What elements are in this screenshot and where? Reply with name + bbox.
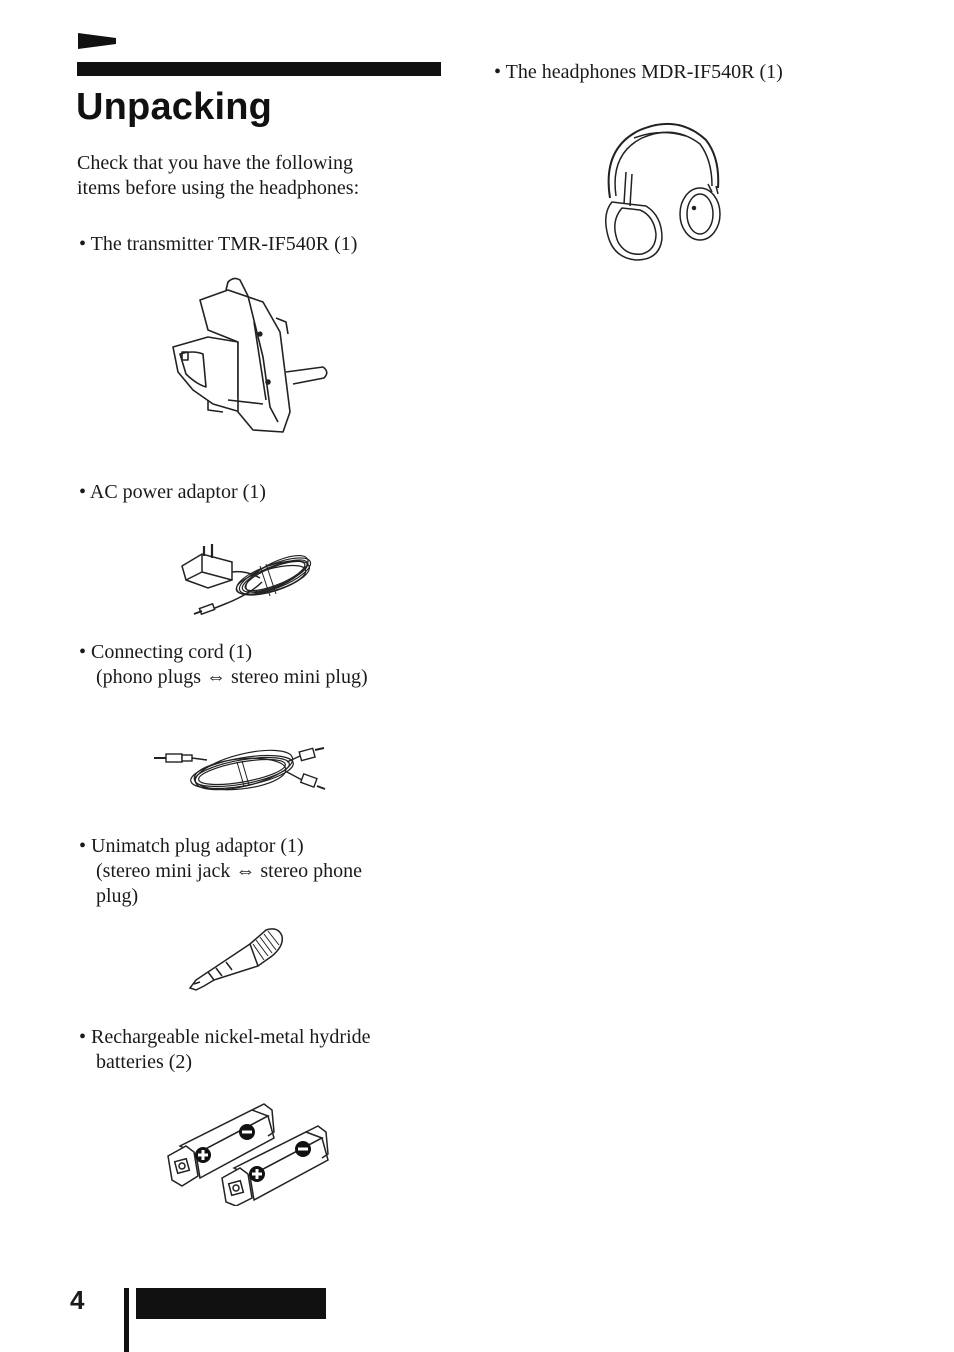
item-detail: batteries (2) — [96, 1051, 193, 1073]
item-label: • Unimatch plug adaptor (1) — [79, 835, 304, 857]
list-item-batteries — [79, 1025, 371, 1075]
item-label: • Connecting cord (1) — [79, 641, 253, 663]
list-item-headphones — [494, 60, 783, 85]
item-detail: plug) — [96, 885, 139, 907]
batteries-illustration — [164, 1102, 332, 1206]
list-item-transmitter — [79, 232, 357, 257]
item-detail: (phono plugs ⇔ stereo mini plug) — [96, 666, 368, 688]
item-label: • AC power adaptor (1) — [79, 481, 266, 503]
list-item-plug-adaptor — [79, 834, 362, 909]
page-number: 4 — [70, 1285, 85, 1315]
list-item-connecting-cord — [79, 640, 368, 690]
list-item-ac-adaptor — [79, 480, 266, 505]
transmitter-illustration — [168, 272, 334, 438]
footer-section-tab — [136, 1288, 326, 1319]
page-title: Unpacking — [76, 86, 273, 128]
plug-adaptor-illustration — [186, 926, 288, 996]
headphones-illustration — [600, 118, 728, 264]
item-label: • Rechargeable nickel-metal hydride — [79, 1026, 371, 1048]
ac-adaptor-illustration — [180, 536, 316, 618]
connecting-cord-illustration — [152, 736, 328, 802]
item-label: • The headphones MDR-IF540R (1) — [494, 61, 783, 83]
item-label: • The transmitter TMR-IF540R (1) — [79, 233, 358, 255]
item-detail: (stereo mini jack ⇔ stereo phone — [96, 860, 363, 882]
intro-text: Check that you have the following items before using the headphones: — [77, 152, 360, 199]
section-marker-icon — [78, 33, 116, 49]
header-rule — [77, 62, 441, 76]
footer-vertical-bar — [124, 1288, 129, 1352]
